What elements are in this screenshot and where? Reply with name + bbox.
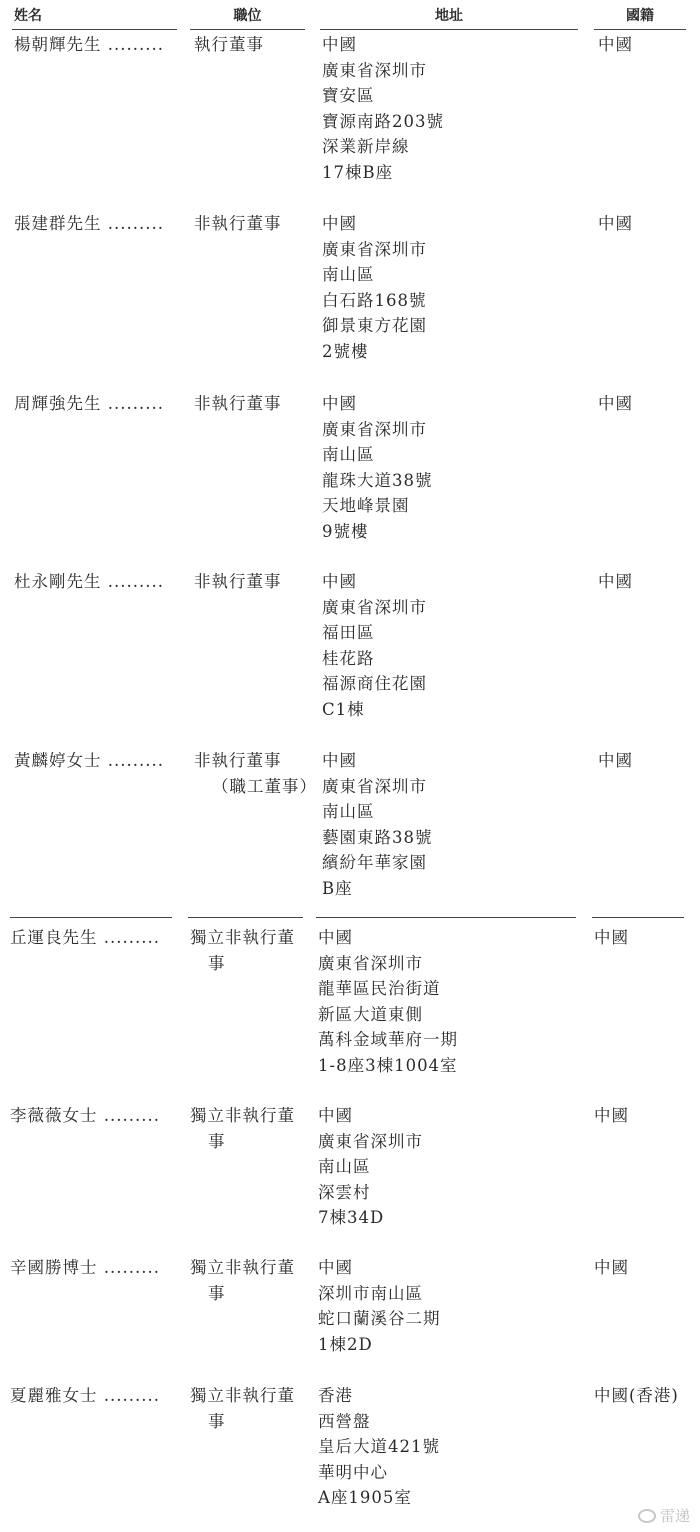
- director-address-line: 龍華區民治街道: [318, 979, 441, 999]
- director-address-line: 17棟B座: [322, 162, 394, 182]
- director-nationality: [598, 211, 633, 237]
- director-address-line: 廣東省深圳市: [318, 1131, 423, 1151]
- director-position: [190, 925, 295, 976]
- director-name-text: 張建群先生 .........: [14, 214, 164, 233]
- director-name-text: 楊朝輝先生 .........: [14, 35, 164, 54]
- director-address: [318, 1383, 440, 1511]
- director-address-line: 中國: [322, 751, 357, 770]
- watermark: [638, 1505, 690, 1526]
- header-name: 姓名: [14, 8, 42, 24]
- header-rule-position: [190, 29, 305, 30]
- director-address-line: 7棟34D: [318, 1208, 385, 1228]
- director-name-text: 杜永剛先生 .........: [14, 572, 164, 591]
- director-address: [322, 569, 427, 723]
- director-name-text: 黃麟婷女士 .........: [14, 751, 164, 770]
- director-address-line: 華明中心: [318, 1462, 388, 1482]
- director-address-line: 蛇口蘭溪谷二期: [318, 1309, 441, 1329]
- director-name: [14, 211, 164, 237]
- director-nationality: [598, 748, 633, 774]
- header-nationality: 國籍: [626, 8, 654, 24]
- section-rule-nationality: [592, 917, 684, 918]
- director-name: [10, 1255, 160, 1281]
- director-position-line: 獨立非執行董: [190, 1106, 295, 1125]
- director-position-line: （職工董事）: [212, 776, 317, 796]
- director-nationality: [594, 1103, 629, 1129]
- director-nationality-text: 中國: [598, 35, 633, 54]
- director-position: [190, 1383, 295, 1434]
- director-address-line: 繽紛年華家園: [322, 853, 427, 873]
- director-address: [322, 748, 433, 902]
- director-address-line: 天地峰景園: [322, 496, 410, 516]
- director-position: [194, 569, 282, 595]
- director-name-text: 丘運良先生 .........: [10, 928, 160, 947]
- header-rule-name: [12, 29, 177, 30]
- director-address-line: 南山區: [318, 1157, 371, 1177]
- director-position: [194, 391, 282, 417]
- director-address-line: 皇后大道421號: [318, 1437, 440, 1457]
- director-address-line: 深雲村: [318, 1182, 371, 1202]
- director-address-line: 中國: [322, 394, 357, 413]
- section-rule-address: [316, 917, 576, 918]
- director-address-line: 龍珠大道38號: [322, 470, 433, 490]
- director-position-line: 獨立非執行董: [190, 1258, 295, 1277]
- director-name: [10, 1383, 160, 1409]
- director-address-line: B座: [322, 878, 353, 898]
- director-name-text: 李薇薇女士 .........: [10, 1106, 160, 1125]
- director-nationality-text: 中國: [594, 1258, 629, 1277]
- director-address: [318, 1255, 441, 1357]
- director-position-line: 獨立非執行董: [190, 1386, 295, 1405]
- director-position-line: 執行董事: [194, 35, 264, 54]
- director-position-line: 非執行董事: [194, 572, 282, 591]
- header-address: 地址: [435, 8, 463, 24]
- director-address-line: 寶安區: [322, 86, 375, 106]
- director-address-line: 廣東省深圳市: [322, 60, 427, 80]
- director-position: [190, 1255, 295, 1306]
- director-address-line: 中國: [318, 1106, 353, 1125]
- director-address-line: 廣東省深圳市: [322, 776, 427, 796]
- director-name: [14, 748, 164, 774]
- director-name: [14, 32, 164, 58]
- director-position: [194, 211, 282, 237]
- director-name-text: 周輝強先生 .........: [14, 394, 164, 413]
- header-rule-nationality: [594, 29, 686, 30]
- director-address-line: 廣東省深圳市: [322, 597, 427, 617]
- director-nationality: [594, 1383, 679, 1409]
- director-address-line: 萬科金域華府一期: [318, 1030, 458, 1050]
- director-address-line: 中國: [318, 1258, 353, 1277]
- director-position: [194, 32, 264, 58]
- director-position-line: 事: [208, 1131, 226, 1151]
- director-address: [318, 925, 458, 1079]
- director-nationality-text: 中國: [598, 394, 633, 413]
- director-address-line: 寶源南路203號: [322, 111, 444, 131]
- director-address: [322, 211, 427, 365]
- director-address-line: 福田區: [322, 623, 375, 643]
- director-nationality: [598, 391, 633, 417]
- director-position-line: 事: [208, 953, 226, 973]
- director-address: [322, 391, 433, 545]
- director-address-line: 福源商住花園: [322, 674, 427, 694]
- director-address: [322, 32, 444, 186]
- header-position: 職位: [233, 8, 262, 24]
- director-name: [14, 569, 164, 595]
- director-address-line: 御景東方花園: [322, 316, 427, 336]
- watermark-text: 雷递: [659, 1507, 690, 1525]
- director-address-line: 中國: [322, 35, 357, 54]
- director-nationality: [594, 925, 629, 951]
- director-nationality: [594, 1255, 629, 1281]
- director-address-line: 南山區: [322, 265, 375, 285]
- director-position-line: 事: [208, 1283, 226, 1303]
- director-nationality-text: 中國: [598, 572, 633, 591]
- director-name: [10, 1103, 160, 1129]
- director-address-line: 香港: [318, 1386, 353, 1405]
- director-address-line: 中國: [322, 572, 357, 591]
- director-address-line: 白石路168號: [322, 290, 427, 310]
- director-nationality: [598, 32, 633, 58]
- director-name-text: 夏麗雅女士 .........: [10, 1386, 160, 1405]
- director-address-line: 廣東省深圳市: [322, 239, 427, 259]
- director-address-line: 桂花路: [322, 648, 375, 668]
- director-address-line: 中國: [322, 214, 357, 233]
- director-nationality-text: 中國: [594, 928, 629, 947]
- director-address-line: 南山區: [322, 445, 375, 465]
- director-address-line: 中國: [318, 928, 353, 947]
- director-name-text: 辛國勝博士 .........: [10, 1258, 160, 1277]
- director-address-line: 深圳市南山區: [318, 1283, 423, 1303]
- director-address-line: 藝園東路38號: [322, 827, 433, 847]
- director-address-line: 廣東省深圳市: [318, 953, 423, 973]
- director-address-line: 深業新岸線: [322, 137, 410, 157]
- director-nationality-text: 中國: [594, 1106, 629, 1125]
- director-address-line: 新區大道東側: [318, 1004, 423, 1024]
- director-name: [10, 925, 160, 951]
- director-nationality-text: 中國(香港): [594, 1386, 679, 1405]
- director-address-line: 西營盤: [318, 1411, 371, 1431]
- header-rule-address: [320, 29, 578, 30]
- director-position-line: 獨立非執行董: [190, 928, 295, 947]
- director-address: [318, 1103, 423, 1231]
- director-address-line: 1棟2D: [318, 1334, 373, 1354]
- director-nationality: [598, 569, 633, 595]
- director-position: [194, 748, 317, 799]
- director-address-line: 1-8座3棟1004室: [318, 1055, 458, 1075]
- director-position-line: 事: [208, 1411, 226, 1431]
- weibo-icon: [638, 1509, 656, 1523]
- director-address-line: 南山區: [322, 802, 375, 822]
- director-address-line: 9號樓: [322, 521, 369, 541]
- director-nationality-text: 中國: [598, 751, 633, 770]
- director-position-line: 非執行董事: [194, 214, 282, 233]
- director-address-line: 2號樓: [322, 341, 369, 361]
- director-nationality-text: 中國: [598, 214, 633, 233]
- director-address-line: A座1905室: [318, 1488, 412, 1508]
- section-rule-name: [10, 917, 172, 918]
- director-address-line: 廣東省深圳市: [322, 419, 427, 439]
- director-position: [190, 1103, 295, 1154]
- director-position-line: 非執行董事: [194, 751, 282, 770]
- director-position-line: 非執行董事: [194, 394, 282, 413]
- director-name: [14, 391, 164, 417]
- director-address-line: C1棟: [322, 699, 365, 719]
- section-rule-position: [188, 917, 303, 918]
